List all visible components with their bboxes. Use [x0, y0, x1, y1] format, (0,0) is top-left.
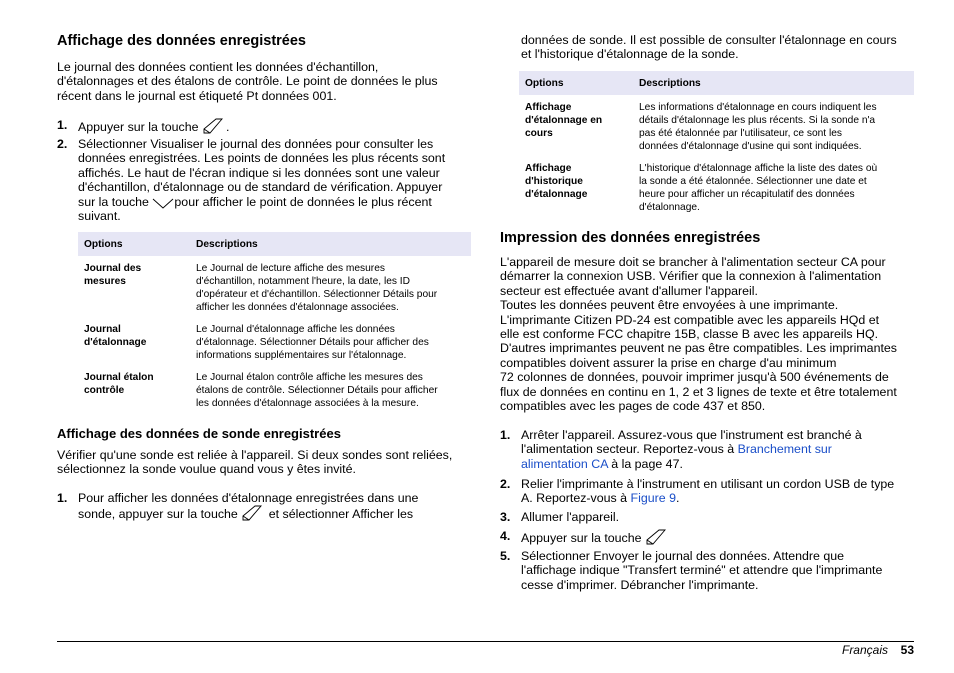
probe-continuation: données de sonde. Il est possible de consulter l'étalonnage en cours et l'historique d'étalonnage de la sonde.	[521, 33, 897, 62]
footer-page-number: 53	[900, 643, 914, 657]
probe-step-1: 1. Pour afficher les données d'étalonnage enregistrées dans une sonde, appuyer sur la touche et sélectionner Afficher les	[57, 491, 419, 522]
table-header-options: Options	[519, 71, 633, 95]
chevron-down-icon	[152, 197, 174, 209]
print-step-5: 5. Sélectionner Envoyer le journal des données. Attendre que l'affichage indique "Transfert terminé" et attendre que l'imprimante cesse d'imprimer. Débrancher l'imprimante.	[500, 549, 883, 592]
table-row: Affichage d'historique d'étalonnage L'historique d'étalonnage affiche la liste des dates où la sonde a été étalonnée. Sélectionner une date et heure pour afficher un récapitulatif des données d'étalonnage.	[525, 163, 878, 213]
print-step-4: 4. Appuyer sur la touche	[500, 529, 914, 545]
log-options-table	[78, 232, 471, 411]
heading-display-data: Affichage des données enregistrées	[57, 33, 306, 49]
print-step-3: 3. Allumer l'appareil.	[500, 510, 620, 524]
step-1: 1. Appuyer sur la touche .	[57, 118, 230, 134]
pencil-icon	[241, 505, 265, 521]
link-power-connection-cont[interactable]: alimentation CA	[521, 456, 608, 471]
step-2: 2. Sélectionner Visualiser le journal des données pour consulter les données enregistrées. Les points de données les plus récents sont affichés. Le haut de l'écran indique si les données sont une valeur d'échantillon, d'étalonnage ou de standard de vérification. Appuyer sur la touche pour afficher le point de données le plus récent suivant.	[57, 137, 446, 224]
footer-rule	[57, 641, 914, 642]
probe-intro-paragraph: Vérifier qu'une sonde est reliée à l'appareil. Si deux sondes sont reliées, sélectionnez la sonde voulue quand vous y êtes invité.	[57, 448, 453, 477]
pencil-icon	[645, 529, 669, 545]
heading-probe-data: Affichage des données de sonde enregistrées	[57, 426, 341, 441]
print-body: L'appareil de mesure doit se brancher à l'alimentation secteur CA pour démarrer la connexion USB. Vérifier que la connexion à l'alimentation secteur est effectuée avant d'allumer l'appareil. Toutes les données peuvent être envoyées à une imprimante. L'imprimante Citizen PD-24 est compatible avec les appareils HQd et elle est conforme FCC chapitre 15B, classe B avec les appareils HQ. D'autres imprimantes peuvent ne pas être compatibles. Les imprimantes compatibles doivent assurer la prise en charge d'au minimum 72 colonnes de données, pouvoir imprimer jusqu'à 500 événements de flux de données en continu en 1, 2 et 3 lignes de texte et être totalement compatibles avec les pages de code 437 et 850.	[500, 255, 897, 414]
link-figure-9[interactable]: Figure 9	[630, 491, 676, 506]
table-header-options: Options	[78, 232, 190, 256]
table-header-descriptions: Descriptions	[633, 71, 914, 95]
footer-language: Français	[841, 643, 888, 657]
table-row: Affichage d'étalonnage en cours Les informations d'étalonnage en cours indiquent les détails d'étalonnage les plus récents. Si la sonde n'a pas été étalonnée par l'utilisateur, ce sont les données d'étalonnage d'usine qui sont indiquées.	[525, 102, 877, 152]
print-step-2: 2. Relier l'imprimante à l'instrument en utilisant un cordon USB de type A. Reportez-vous à Figure 9.	[500, 477, 895, 506]
link-power-connection[interactable]: Branchement sur	[737, 442, 832, 457]
table-header-descriptions: Descriptions	[190, 232, 471, 256]
table-row: Journal d'étalonnage Le Journal d'étalonnage affiche les données d'étalonnage. Sélectionner Détails pour afficher des informations supplémentaires sur l'étalonnage.	[84, 324, 429, 361]
probe-options-table	[519, 71, 914, 216]
table-row: Journal des mesures Le Journal de lecture affiche des mesures d'échantillon, notamment l'heure, la date, les ID d'opérateur et d'échantillon. Sélectionner Détails pour afficher les données d'étalonnage associées.	[84, 263, 438, 313]
print-step-1: 1. Arrêter l'appareil. Assurez-vous que l'instrument est branché à l'alimentation secteur. Reportez-vous à Branchement sur alimentation CA à la page 47.	[500, 428, 862, 471]
intro-paragraph: Le journal des données contient les données d'échantillon, d'étalonnages et des étalons de contrôle. Le point de données le plus récent dans le journal est étiqueté Pt données 001.	[57, 60, 438, 103]
table-row: Journal étalon contrôle Le Journal étalon contrôle affiche les mesures des étalons de contrôle. Sélectionner Détails pour afficher les données d'étalonnage associées à la mesure.	[84, 372, 438, 409]
pencil-icon	[202, 118, 226, 134]
heading-print-data: Impression des données enregistrées	[500, 230, 761, 246]
